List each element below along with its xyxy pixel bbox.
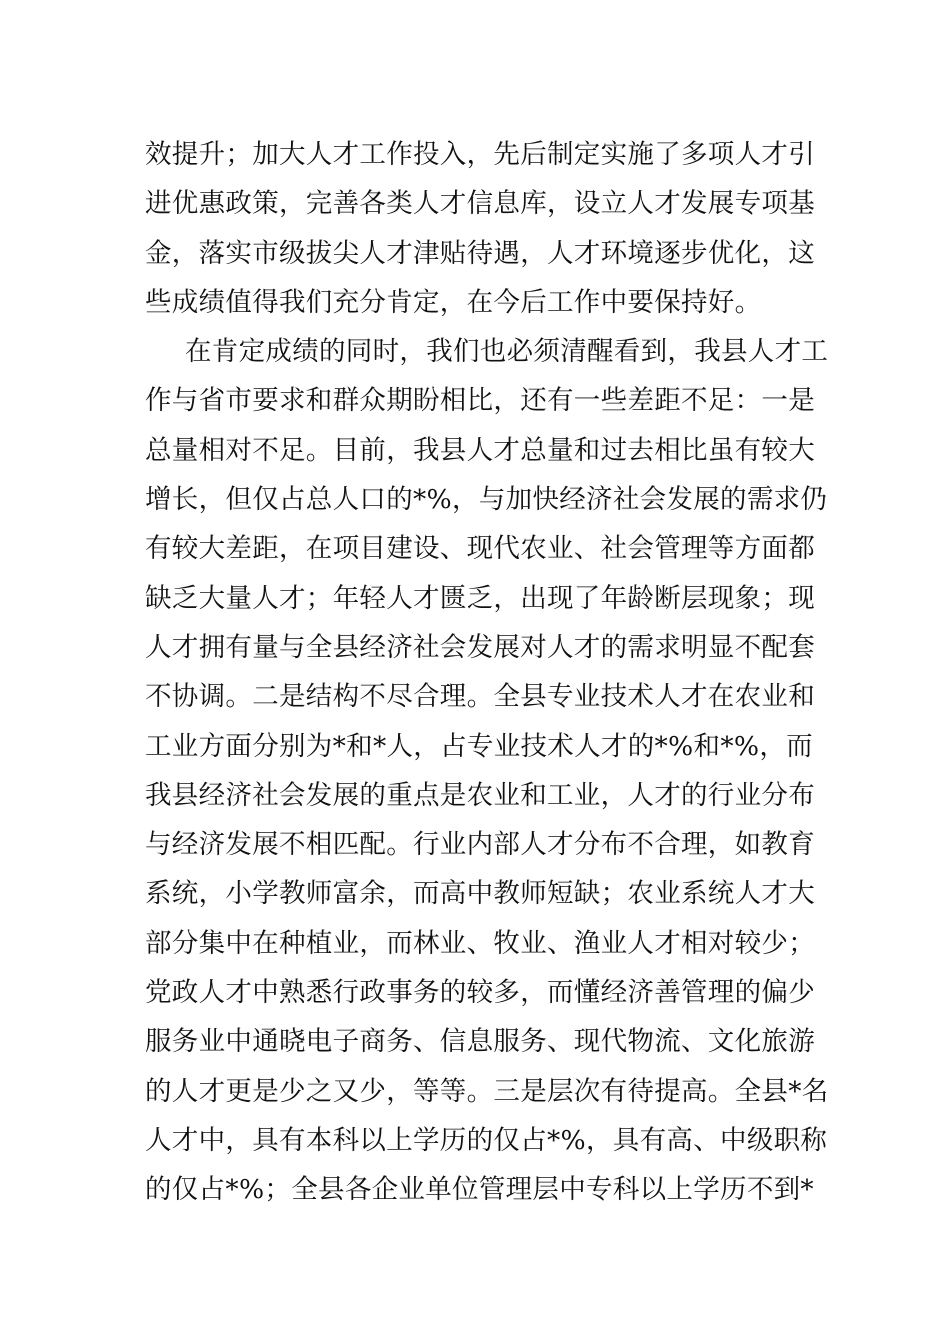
text-line: 有较大差距，在项目建设、现代农业、社会管理等方面都 bbox=[145, 533, 815, 565]
text-line: 人才中，具有本科以上学历的仅占*%，具有高、中级职称 bbox=[145, 1124, 828, 1156]
text-line: 不协调。二是结构不尽合理。全县专业技术人才在农业和 bbox=[145, 681, 815, 713]
text-line: 服务业中通晓电子商务、信息服务、现代物流、文化旅游 bbox=[145, 1026, 815, 1058]
text-line: 我县经济社会发展的重点是农业和工业，人才的行业分布 bbox=[145, 779, 815, 811]
text-line: 总量相对不足。目前，我县人才总量和过去相比虽有较大 bbox=[145, 434, 815, 466]
text-line: 与经济发展不相匹配。行业内部人才分布不合理，如教育 bbox=[145, 829, 815, 861]
text-line: 的人才更是少之又少，等等。三是层次有待提高。全县*名 bbox=[145, 1075, 829, 1107]
text-line: 效提升；加大人才工作投入，先后制定实施了多项人才引 bbox=[145, 139, 815, 170]
text-line: 的仅占*%；全县各企业单位管理层中专科以上学历不到* bbox=[145, 1174, 814, 1206]
text-line: 工业方面分别为*和*人，占专业技术人才的*%和*%，而 bbox=[145, 730, 813, 762]
document-body bbox=[145, 130, 829, 1215]
text-line: 部分集中在种植业，而林业、牧业、渔业人才相对较少； bbox=[145, 927, 815, 959]
text-line: 缺乏大量人才；年轻人才匮乏，出现了年龄断层现象；现 bbox=[145, 582, 815, 614]
text-line: 作与省市要求和群众期盼相比，还有一些差距不足：一是 bbox=[145, 385, 815, 417]
paragraph-first-line: 在肯定成绩的同时，我们也必须清醒看到，我县人才工 bbox=[185, 336, 829, 368]
text-line: 人才拥有量与全县经济社会发展对人才的需求明显不配套 bbox=[145, 631, 815, 663]
text-line: 党政人才中熟悉行政事务的较多，而懂经济善管理的偏少 bbox=[145, 977, 815, 1009]
text-line: 金，落实市级拔尖人才津贴待遇，人才环境逐步优化，这 bbox=[145, 237, 815, 269]
text-line: 进优惠政策，完善各类人才信息库，设立人才发展专项基 bbox=[145, 188, 815, 220]
text-line: 增长，但仅占总人口的*%，与加快经济社会发展的需求仍 bbox=[145, 484, 828, 516]
text-line: 系统，小学教师富余，而高中教师短缺；农业系统人才大 bbox=[145, 878, 815, 910]
text-line: 些成绩值得我们充分肯定，在今后工作中要保持好。 bbox=[145, 286, 762, 318]
